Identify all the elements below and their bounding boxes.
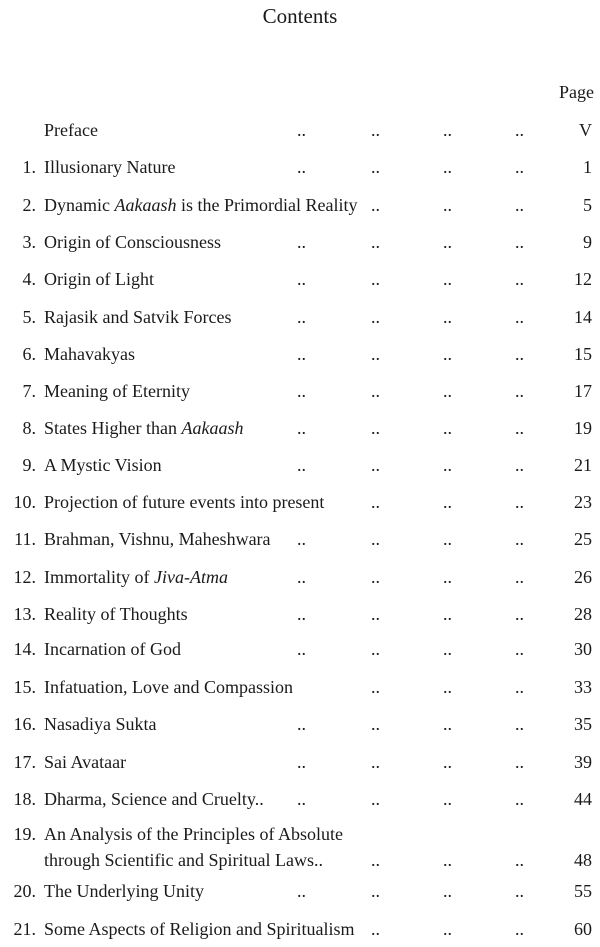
- page-column-header: Page: [559, 82, 594, 102]
- entry-title: An Analysis of the Principles of Absolute: [44, 824, 343, 844]
- entry-title: Meaning of Eternity: [44, 381, 190, 401]
- entry-title-part: Immortality of: [44, 567, 154, 587]
- toc-entry[interactable]: [0, 229, 600, 255]
- leader-dots: ..: [297, 344, 306, 364]
- entry-number: 10.: [13, 492, 36, 512]
- leader-dots: ..: [371, 567, 380, 587]
- entry-page-number: 28: [574, 604, 592, 624]
- entry-number: 21.: [13, 919, 36, 939]
- toc-entry[interactable]: [0, 489, 600, 515]
- leader-dots: ..: [443, 752, 452, 772]
- leader-dots: ..: [515, 677, 524, 697]
- entry-page-number: 21: [574, 455, 592, 475]
- leader-dots: ..: [371, 232, 380, 252]
- leader-dots: ..: [515, 455, 524, 475]
- entry-number: 20.: [13, 881, 36, 901]
- leader-dots: ..: [515, 789, 524, 809]
- leader-dots: ..: [443, 307, 452, 327]
- leader-dots: ..: [443, 639, 452, 659]
- entry-title: Origin of Consciousness: [44, 232, 221, 252]
- leader-dots: ..: [297, 789, 306, 809]
- leader-dots: ..: [371, 381, 380, 401]
- entry-page-number: 14: [574, 307, 592, 327]
- entry-number: 3.: [22, 232, 36, 252]
- leader-dots: ..: [443, 604, 452, 624]
- entry-page-number: 30: [574, 639, 592, 659]
- entry-number: 16.: [13, 714, 36, 734]
- toc-entry[interactable]: [0, 564, 600, 590]
- leader-dots: ..: [371, 195, 380, 215]
- leader-dots: ..: [515, 120, 524, 140]
- leader-dots: ..: [371, 120, 380, 140]
- leader-dots: ..: [443, 269, 452, 289]
- leader-dots: ..: [515, 919, 524, 939]
- leader-dots: ..: [443, 195, 452, 215]
- entry-title: Projection of future events into present: [44, 492, 325, 512]
- entry-title: [44, 415, 243, 441]
- leader-dots: ..: [515, 307, 524, 327]
- entry-title: Rajasik and Satvik Forces: [44, 307, 232, 327]
- leader-dots: ..: [443, 232, 452, 252]
- entry-page-number: 26: [574, 567, 592, 587]
- leader-dots: ..: [443, 455, 452, 475]
- leader-dots: ..: [371, 269, 380, 289]
- toc-entry[interactable]: [0, 378, 600, 404]
- leader-dots: ..: [515, 157, 524, 177]
- entry-number: 8.: [22, 418, 36, 438]
- entry-title: Origin of Light: [44, 269, 154, 289]
- leader-dots: ..: [371, 752, 380, 772]
- entry-page-number: 23: [574, 492, 592, 512]
- leader-dots: ..: [515, 881, 524, 901]
- entry-number: 19.: [13, 824, 36, 844]
- leader-dots: ..: [443, 919, 452, 939]
- leader-dots: ..: [297, 714, 306, 734]
- entry-page-number: 25: [574, 529, 592, 549]
- toc-entry[interactable]: [0, 711, 600, 737]
- entry-title-italic: Aakaash: [181, 418, 244, 438]
- entry-number: 5.: [22, 307, 36, 327]
- entry-title: Dharma, Science and Cruelty..: [44, 789, 264, 809]
- leader-dots: ..: [515, 232, 524, 252]
- entry-number: 11.: [14, 529, 36, 549]
- toc-entry[interactable]: [0, 304, 600, 330]
- leader-dots: ..: [443, 714, 452, 734]
- leader-dots: ..: [371, 455, 380, 475]
- entry-page-number: V: [579, 120, 592, 140]
- entry-title-continued: through Scientific and Spiritual Laws..: [44, 850, 323, 870]
- leader-dots: ..: [297, 418, 306, 438]
- entry-title: [44, 192, 357, 218]
- entry-title: Sai Avataar: [44, 752, 127, 772]
- toc-entry[interactable]: [0, 786, 600, 812]
- leader-dots: ..: [515, 639, 524, 659]
- toc-entry[interactable]: [0, 526, 600, 552]
- leader-dots: ..: [515, 529, 524, 549]
- entry-title: [44, 564, 228, 590]
- toc-entry[interactable]: [0, 192, 600, 218]
- toc-entry[interactable]: [0, 117, 600, 143]
- entry-title: Reality of Thoughts: [44, 604, 188, 624]
- leader-dots: ..: [371, 639, 380, 659]
- entry-page-number: 15: [574, 344, 592, 364]
- entry-title: Nasadiya Sukta: [44, 714, 157, 734]
- entry-number: 2.: [22, 195, 36, 215]
- leader-dots: ..: [297, 604, 306, 624]
- entry-page-number: 33: [574, 677, 592, 697]
- leader-dots: ..: [515, 418, 524, 438]
- entry-number: 4.: [22, 269, 36, 289]
- leader-dots: ..: [371, 850, 380, 870]
- entry-number: 6.: [22, 344, 36, 364]
- entry-title: Illusionary Nature: [44, 157, 176, 177]
- leader-dots: ..: [443, 567, 452, 587]
- leader-dots: ..: [371, 604, 380, 624]
- leader-dots: ..: [443, 677, 452, 697]
- entry-number: 1.: [22, 157, 36, 177]
- toc-entry[interactable]: [0, 341, 600, 367]
- leader-dots: ..: [443, 381, 452, 401]
- entry-title: Incarnation of God: [44, 639, 181, 659]
- toc-entry[interactable]: [0, 878, 600, 904]
- leader-dots: ..: [515, 850, 524, 870]
- leader-dots: ..: [297, 381, 306, 401]
- entry-title: Some Aspects of Religion and Spiritualism: [44, 919, 355, 939]
- leader-dots: ..: [371, 919, 380, 939]
- leader-dots: ..: [443, 789, 452, 809]
- leader-dots: ..: [297, 157, 306, 177]
- leader-dots: ..: [515, 344, 524, 364]
- leader-dots: ..: [297, 120, 306, 140]
- entry-page-number: 5: [583, 195, 592, 215]
- leader-dots: ..: [443, 881, 452, 901]
- leader-dots: ..: [371, 157, 380, 177]
- entry-page-number: 12: [574, 269, 592, 289]
- toc-entry[interactable]: [0, 749, 600, 775]
- leader-dots: ..: [515, 752, 524, 772]
- contents-title: Contents: [262, 4, 338, 28]
- entry-page-number: 35: [574, 714, 592, 734]
- entry-title-part: is the Primordial Reality: [176, 195, 358, 215]
- toc-entry[interactable]: [0, 154, 600, 180]
- entry-number: 15.: [13, 677, 36, 697]
- entry-page-number: 1: [583, 157, 592, 177]
- entry-title: A Mystic Vision: [44, 455, 162, 475]
- leader-dots: ..: [443, 120, 452, 140]
- entry-title-part: Dynamic: [44, 195, 115, 215]
- leader-dots: ..: [297, 529, 306, 549]
- leader-dots: ..: [371, 307, 380, 327]
- leader-dots: ..: [443, 157, 452, 177]
- toc-entry[interactable]: [0, 821, 600, 870]
- leader-dots: ..: [371, 344, 380, 364]
- leader-dots: ..: [297, 455, 306, 475]
- entry-number: 13.: [13, 604, 36, 624]
- leader-dots: ..: [515, 195, 524, 215]
- leader-dots: ..: [371, 789, 380, 809]
- entry-page-number: 9: [583, 232, 592, 252]
- entry-title: Infatuation, Love and Compassion: [44, 677, 293, 697]
- leader-dots: ..: [443, 529, 452, 549]
- leader-dots: ..: [443, 344, 452, 364]
- leader-dots: ..: [297, 881, 306, 901]
- toc-entry[interactable]: [0, 916, 600, 942]
- toc-entry[interactable]: [0, 636, 600, 662]
- leader-dots: ..: [515, 604, 524, 624]
- entry-number: 18.: [13, 789, 36, 809]
- entry-page-number: 39: [574, 752, 592, 772]
- leader-dots: ..: [297, 639, 306, 659]
- entry-title-part: States Higher than: [44, 418, 182, 438]
- entry-title: Brahman, Vishnu, Maheshwara: [44, 529, 271, 549]
- entry-title-italic: Jiva-Atma: [153, 567, 228, 587]
- entry-title: Preface: [44, 120, 98, 140]
- entry-page-number: 48: [574, 850, 592, 870]
- leader-dots: ..: [297, 232, 306, 252]
- toc-entry[interactable]: [0, 415, 600, 441]
- entry-page-number: 19: [574, 418, 592, 438]
- toc-entry[interactable]: [0, 452, 600, 478]
- leader-dots: ..: [371, 418, 380, 438]
- leader-dots: ..: [371, 492, 380, 512]
- leader-dots: ..: [371, 529, 380, 549]
- entry-page-number: 60: [574, 919, 592, 939]
- leader-dots: ..: [297, 752, 306, 772]
- entry-number: 17.: [13, 752, 36, 772]
- leader-dots: ..: [297, 269, 306, 289]
- leader-dots: ..: [297, 567, 306, 587]
- entry-title: Mahavakyas: [44, 344, 135, 364]
- toc-entry[interactable]: [0, 601, 600, 627]
- entry-number: 7.: [22, 381, 36, 401]
- entry-number: 9.: [22, 455, 36, 475]
- entry-title-italic: Aakaash: [114, 195, 177, 215]
- leader-dots: ..: [515, 492, 524, 512]
- entry-title: The Underlying Unity: [44, 881, 204, 901]
- leader-dots: ..: [515, 714, 524, 734]
- toc-entry[interactable]: [0, 266, 600, 292]
- entry-page-number: 17: [574, 381, 592, 401]
- leader-dots: ..: [443, 418, 452, 438]
- toc-entry[interactable]: [0, 674, 600, 700]
- entry-page-number: 55: [574, 881, 592, 901]
- leader-dots: ..: [515, 381, 524, 401]
- leader-dots: ..: [443, 850, 452, 870]
- leader-dots: ..: [297, 307, 306, 327]
- leader-dots: ..: [515, 567, 524, 587]
- entry-page-number: 44: [574, 789, 592, 809]
- entry-number: 12.: [13, 567, 36, 587]
- leader-dots: ..: [371, 714, 380, 734]
- leader-dots: ..: [443, 492, 452, 512]
- entry-number: 14.: [13, 639, 36, 659]
- leader-dots: ..: [515, 269, 524, 289]
- leader-dots: ..: [371, 881, 380, 901]
- leader-dots: ..: [371, 677, 380, 697]
